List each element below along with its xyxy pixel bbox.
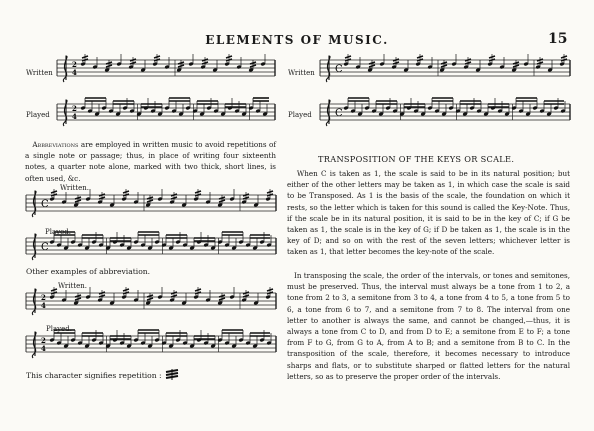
svg-text:C: C	[335, 64, 343, 75]
page-number: 15	[548, 31, 568, 47]
svg-text:2: 2	[72, 60, 77, 69]
svg-text:4: 4	[41, 344, 46, 353]
other-examples-caption: Other examples of abbreviation.	[26, 267, 151, 276]
svg-text:4: 4	[72, 68, 77, 77]
played-label: Played.	[46, 325, 72, 333]
section-title: TRANSPOSITION OF THE KEYS OR SCALE.	[318, 154, 515, 164]
svg-text:2: 2	[41, 336, 46, 345]
written-label: Written	[26, 69, 53, 77]
repetition-text: This character signifies repetition :	[26, 371, 162, 380]
played-label: Played	[288, 111, 312, 119]
svg-text:4: 4	[41, 301, 46, 310]
written-label: Written	[288, 69, 315, 77]
svg-text:2: 2	[72, 104, 77, 113]
transposition-paragraph-1	[287, 168, 570, 258]
svg-text:4: 4	[72, 112, 77, 121]
played-label: Played.	[45, 228, 71, 236]
written-label: Written.	[60, 184, 89, 192]
paragraph-2-text: In transposing the scale, the order of the intervals, or tones and semitones, must be preserved. Thus, the interval must always be a tone from 1 to 2, a tone from 2 to 3, a semitone from 3 to 4, a tone from 4 to 5, a tone from 5 to 6, a tone from 6 to 7, and a semitone from 7 to 8. The interval from one letter to another is always the same, and cannot be changed,—thus, it is always a tone from C to D, and from D to E; a semitone from E to F; a tone from F to G, from G to A, from A to B; and a semitone from B to C. In the transposition of the scale, therefore, it becomes necessary to introduce sharps and flats, or to substitute sharped or flatted letters for the natural letters, so as to preserve the proper order of the intervals.	[287, 271, 570, 381]
svg-text:C: C	[335, 108, 343, 119]
svg-text:2: 2	[41, 293, 46, 302]
played-label: Played	[26, 111, 50, 119]
svg-text:C: C	[41, 242, 49, 253]
abbreviation-text: are employed in written music to avoid repetitions of a single note or passage; thus, in place of writing four sixteenth notes, a quarter note alone, marked with two thick, short lines, is often used, &c.	[25, 140, 276, 183]
transposition-paragraph-2	[287, 270, 570, 382]
written-label: Written.	[58, 282, 87, 290]
page-header: ELEMENTS OF MUSIC.	[205, 33, 389, 47]
svg-text:C: C	[41, 199, 49, 210]
abbreviation-lead: Abbreviations	[32, 140, 79, 149]
paragraph-1-text: When C is taken as 1, the scale is said to be in its natural position; but either of the other letters may be taken as 1, in which case the scale is said to be Transposed. As 1 is the basis of the scale, the foundation on which it rests, so the letter which is taken for this sound is called the Key-Note. Thus, if the scale be in its natural position, it is said to be in the key of C; if G be taken as 1, the scale is in the key of G; if D be taken as 1, the scale is in the key of D; and so on with the rest of the seven letters; whichever letter is taken as 1, that letter becomes the key-note of the scale.	[287, 169, 571, 257]
